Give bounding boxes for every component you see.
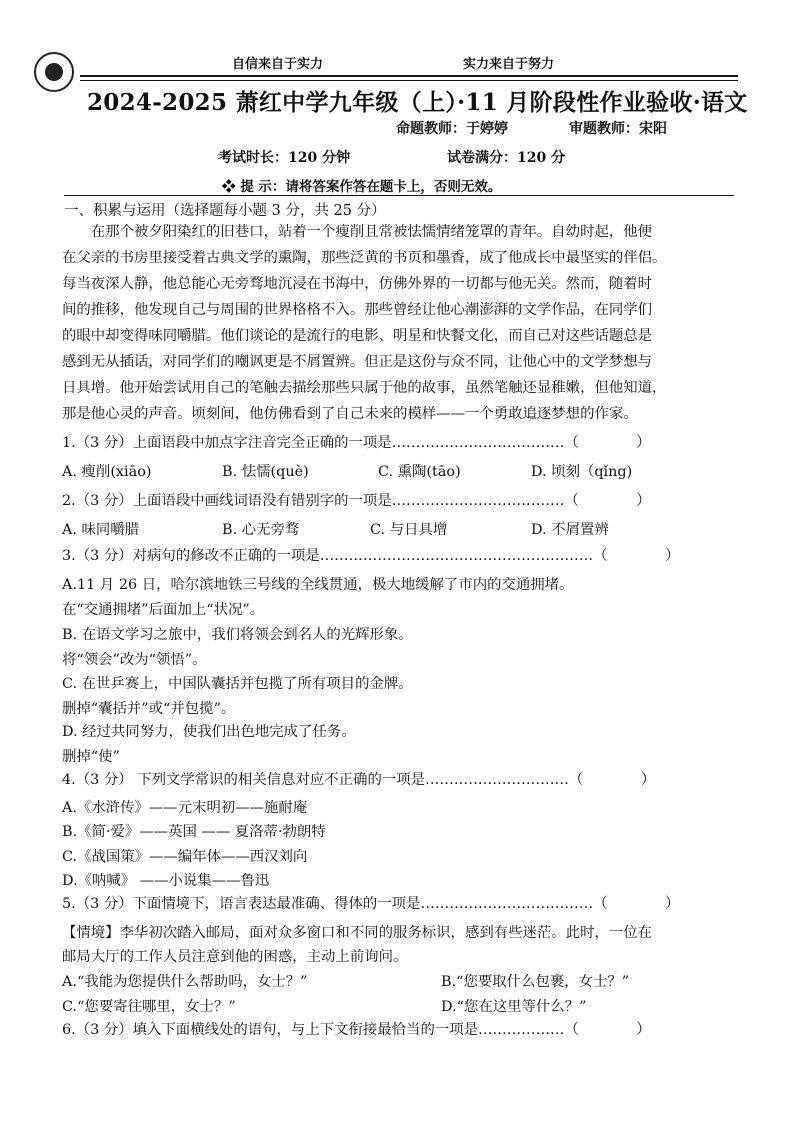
q3-line: 将“领会”改为“领悟”。 xyxy=(62,652,207,668)
q3-line: 删掉“囊括并”或“并包揽”。 xyxy=(62,701,236,717)
slogan-right: 实力来自于努力 xyxy=(463,57,555,72)
passage-line: 在那个被夕阳染红的旧巷口，站着一个瘦削且常被怯懦情绪笼罩的青年。自幼时起，他便 xyxy=(62,224,653,240)
q1-option-b: B. 怯懦(què) xyxy=(222,464,309,480)
q2-option-c: C. 与日具增 xyxy=(370,522,448,538)
q3-line: 删掉“使” xyxy=(62,749,120,765)
q4-option-d: D.《呐喊》 ——小说集——鲁迅 xyxy=(62,873,270,889)
question-6-stem: 6.（3 分）填入下面横线处的语句，与上下文衔接最恰当的一项是………………（ ） xyxy=(62,1022,651,1038)
school-logo xyxy=(34,52,74,92)
q3-line: 在“交通拥堵”后面加上“状况”。 xyxy=(62,602,265,618)
slogan-left: 自信来自于实力 xyxy=(232,57,324,72)
question-5-stem: 5.（3 分）下面情境下，语言表达最准确、得体的一项是………………………………（ ） xyxy=(62,896,680,912)
header-rule-thin xyxy=(80,80,738,81)
exam-title: 2024-2025 萧红中学九年级（上）·11 月阶段性作业验收·语文 xyxy=(87,89,748,116)
question-4-stem: 4.（3 分） 下列文学常识的相关信息对应不正确的一项是…………………………（ ） xyxy=(62,772,656,788)
q3-line: B. 在语文学习之旅中，我们将领会到名人的光辉形象。 xyxy=(62,627,413,643)
q4-option-a: A.《水浒传》——元末明初——施耐庵 xyxy=(62,800,308,816)
q3-line: D. 经过共同努力，使我们出色地完成了任务。 xyxy=(62,724,356,740)
passage-line: 的眼中却变得味同嚼腊。他们谈论的是流行的电影、明星和快餐文化，而自己对这些话题总是 xyxy=(62,328,653,344)
q5-option-d: D.“您在这里等什么？” xyxy=(441,999,587,1015)
q2-option-d: D. 不屑置辨 xyxy=(531,522,609,538)
header-rule xyxy=(80,75,738,77)
passage-line: 间的推移，他发现自己与周围的世界格格不入。那些曾经让他心潮澎湃的文学作品，在同学们 xyxy=(62,302,653,318)
passage-line: 每当夜深人静，他总能心无旁骛地沉浸在书海中，仿佛外界的一切都与他无关。然而，随着时 xyxy=(62,276,653,292)
question-2-stem: 2.（3 分）上面语段中画线词语没有错别字的一项是………………………………（ ） xyxy=(62,493,651,509)
q3-line: C. 在世乒赛上，中国队囊括并包揽了所有项目的金牌。 xyxy=(62,676,413,692)
question-1-stem: 1.（3 分）上面语段中加点字注音完全正确的一项是………………………………（ ） xyxy=(62,435,651,451)
q2-option-b: B. 心无旁骛 xyxy=(222,522,300,538)
q4-option-b: B.《简·爱》——英国 —— 夏洛蒂·勃朗特 xyxy=(62,824,326,840)
exam-duration: 考试时长：120 分钟 xyxy=(218,150,351,166)
q1-option-d: D. 顷刻（qǐng) xyxy=(531,464,633,480)
q5-option-b: B.“您要取什么包裹，女士？” xyxy=(441,974,630,990)
q5-option-c: C.“您要寄往哪里，女士？” xyxy=(62,999,236,1015)
section-rule xyxy=(64,195,734,196)
passage-line: 感到无从插话，对同学们的嘲讽更是不屑置辨。但正是这份与众不同，让他心中的文学梦想与 xyxy=(62,354,653,370)
reviewer-teacher: 审题教师：宋阳 xyxy=(569,121,667,137)
q2-option-a: A. 味同嚼腊 xyxy=(62,522,140,538)
q5-option-a: A.“我能为您提供什么帮助吗，女士？” xyxy=(62,974,308,990)
reading-passage xyxy=(62,219,742,427)
passage-line: 那是他心灵的声音。顷刻间，他仿佛看到了自己未来的模样——一个勇敢追逐梦想的作家。 xyxy=(62,406,638,422)
question-3-stem: 3.（3 分）对病句的修改不正确的一项是…………………………………………………（ ） xyxy=(62,548,680,564)
q1-option-c: C. 熏陶(tāo) xyxy=(378,464,461,480)
q5-context: 邮局大厅的工作人员注意到他的困惑，主动上前询问。 xyxy=(62,949,408,965)
passage-line: 日具增。他开始尝试用自己的笔触去描绘那些只属于他的故事，虽然笔触还显稚嫩，但他知道， xyxy=(62,380,667,396)
q5-context: 【情境】李华初次踏入邮局，面对众多窗口和不同的服务标识，感到有些迷茫。此时，一位在 xyxy=(62,925,653,941)
setter-teacher: 命题教师：于婷婷 xyxy=(396,121,508,137)
q4-option-c: C.《战国策》——编年体——西汉刘向 xyxy=(62,849,308,865)
q1-option-a: A. 瘦削(xiāo) xyxy=(62,464,152,480)
section-title: 一、积累与运用（选择题每小题 3 分，共 25 分） xyxy=(64,203,386,219)
passage-line: 在父亲的书房里接受着古典文学的熏陶，那些泛黄的书页和墨香，成了他成长中最坚实的伴侣。 xyxy=(62,250,667,266)
full-score: 试卷满分：120 分 xyxy=(447,150,566,166)
notice: ❖ 提 示：请将答案作答在题卡上，否则无效。 xyxy=(222,179,502,195)
q3-line: A.11 月 26 日，哈尔滨地铁三号线的全线贯通，极大地缓解了市内的交通拥堵。 xyxy=(62,577,574,593)
